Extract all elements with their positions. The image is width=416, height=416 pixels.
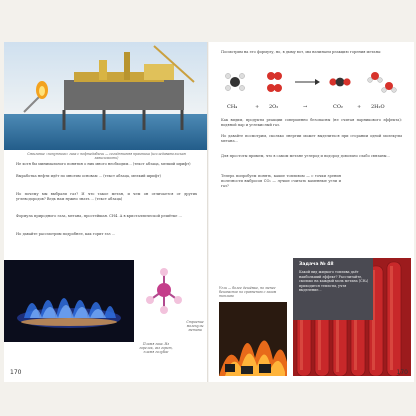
page-number: 170 (10, 369, 22, 376)
eq-arrow: → (303, 104, 308, 110)
paragraph: Не хотя бы минимального понятия о них много необходим... (текст абзаца, мелкий шрифт) (16, 162, 191, 166)
task-title: Задача № 48 (299, 262, 334, 267)
eq-h2o: 2H₂O (371, 104, 385, 110)
gas-flame-photo (4, 260, 134, 342)
page-number: 170 (396, 369, 408, 376)
paragraph: Посмотрим на его формулу, но, в дыму вот, мы начинаем реакцию горения метана: (221, 50, 382, 54)
paragraph: Но давайте посмотрим, сколько энергии может выделиться при сгорании одной молекулы метана... (221, 134, 402, 143)
left-page (4, 42, 209, 382)
paragraph: Выработка нефти идёт по многим основам ... (текст абзаца, мелкий шрифт) (16, 174, 161, 178)
paragraph: Но давайте рассмотрим подробнее, как горит газ ... (16, 232, 116, 236)
paragraph: Для простоты примем, что в самом метане углерод и водород довольно слабо связаны... (221, 154, 390, 158)
paragraph: Но почему мы выбрали газ? И что такое метан, и чем он отличается от других углеводородов? Ведь нам нужно знать ... (текст абзаца) (16, 192, 197, 201)
task-body: Какой вид жидкого топлива даёт наибольший эффект? Рассчитайте, сколько на каждый моль метана (CH₄) приходится теплоты, учтя выделение... (299, 270, 369, 293)
coal-caption: Угли — более дешёвые, но менее безопасное по сравнению с газом топливо (219, 286, 277, 298)
eq-plus-2: + (357, 104, 362, 110)
eq-co2: CO₂ (333, 104, 343, 110)
paragraph: Теперь попробуем понять, какие топливом — с точки зрения полезности выбросов CO₂ — лучше считать каменные угли и газ? (221, 174, 341, 188)
oil-platform-photo (4, 42, 209, 150)
coal-fire-photo (219, 302, 287, 376)
task-box (293, 258, 373, 320)
right-page (209, 42, 414, 382)
eq-plus-1: + (255, 104, 260, 110)
molecule-caption: Строение молекулы метана (186, 320, 204, 332)
burner-caption: Пламя газа. Из горелок, газ горит, пламя голубое (139, 342, 173, 354)
paragraph: Формула природного газа, метана, простейшая. СН4. А в кристаллической решётке ... (16, 214, 182, 218)
paragraph: Как видим, продукты реакции совершенно безопасны (не считая парникового эффекта): водяной пар и углекислый газ. (221, 118, 402, 127)
methane-molecule-illustration (144, 266, 184, 316)
eq-o2: 2O₂ (269, 104, 279, 110)
eq-ch4: CH₄ (227, 104, 238, 110)
photo-caption: Сжигание «попутного» газа с нефтедобычи — сегодняшняя практика (исследовательская зависимость) (27, 152, 186, 160)
